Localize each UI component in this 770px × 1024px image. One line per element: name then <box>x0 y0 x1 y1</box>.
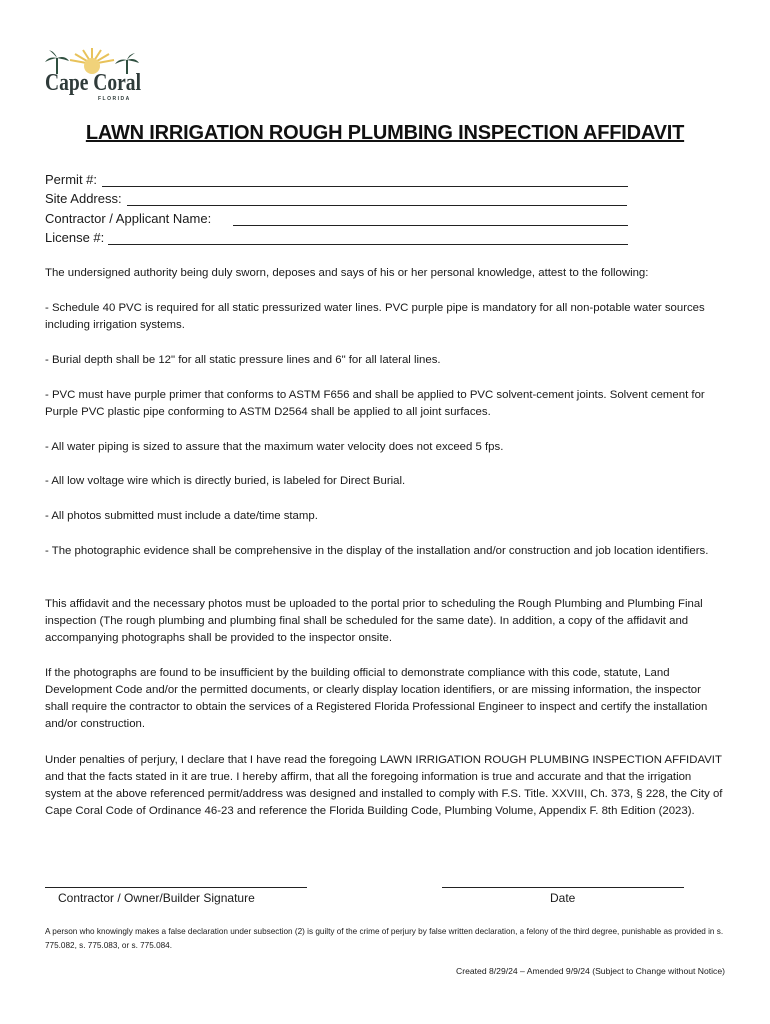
list-item: - All low voltage wire which is directly buried, is labeled for Direct Burial. <box>45 475 406 487</box>
list-item: - Schedule 40 PVC is required for all static pressurized water lines. PVC purple pipe is mandatory for all non-potable water sources including irrigation systems. <box>45 302 705 331</box>
contractor-field[interactable] <box>45 210 628 228</box>
contractor-label: Contractor / Applicant Name: <box>45 211 212 226</box>
list-item: - Burial depth shall be 12" for all static pressure lines and 6" for all lateral lines. <box>45 354 441 366</box>
perjury-footnote: A person who knowingly makes a false declaration under subsection (2) is guilty of the crime of perjury by false written declaration, a felony of the third degree, punishable as provided in s. 775.082, s. 775.083, or s. 775.084. <box>45 927 724 950</box>
page-title: LAWN IRRIGATION ROUGH PLUMBING INSPECTION AFFIDAVIT <box>85 122 685 144</box>
date-label: Date <box>550 891 576 905</box>
signature-line[interactable] <box>45 887 307 888</box>
logo-text: Cape Coral <box>45 70 142 96</box>
intro-text: The undersigned authority being duly sworn, deposes and says of his or her personal knowledge, attest to the following: <box>45 267 649 279</box>
permit-input-line[interactable] <box>102 186 628 187</box>
list-item: - PVC must have purple primer that conforms to ASTM F656 and shall be applied to PVC solvent-cement joints. Solvent cement for Purple PVC plastic pipe conforming to ASTM D2564 shall be applied to all joint surfaces. <box>45 389 705 418</box>
license-input-line[interactable] <box>108 244 628 245</box>
date-line[interactable] <box>442 887 684 888</box>
perjury-paragraph: Under penalties of perjury, I declare that I have read the foregoing LAWN IRRIGATION ROUGH PLUMBING INSPECTION AFFIDAVIT and that the facts stated in it are true. I hereby affirm, that all the foregoing information is true and accurate and that the irrigation system at the above referenced permit/address was designed and installed to comply with F.S. Title. XXVIII, Ch. 373, § 228, the City of Cape Coral Code of Ordinance 46-23 and reference the Florida Building Code, Plumbing Volume, Appendix F. 8th Edition (2023). <box>45 754 723 817</box>
site-address-label: Site Address: <box>45 191 122 206</box>
license-label: License #: <box>45 230 105 245</box>
insufficient-paragraph: If the photographs are found to be insufficient by the building official to demonstrate compliance with this code, statute, Land Development Code and/or the permitted documents, or clearly display location identifiers, or are missing information, the inspector shall require the contractor to obtain the services of a Registered Florida Professional Engineer to inspect and certify the installation and/or construction. <box>45 667 708 730</box>
signature-label: Contractor / Owner/Builder Signature <box>58 891 255 905</box>
site-address-field[interactable] <box>45 190 628 208</box>
logo-subtext: FLORIDA <box>98 96 131 102</box>
list-item: - All water piping is sized to assure that the maximum water velocity does not exceed 5 fps. <box>45 441 504 453</box>
revision-note: Created 8/29/24 – Amended 9/9/24 (Subject to Change without Notice) <box>456 966 725 976</box>
upload-paragraph: This affidavit and the necessary photos must be uploaded to the portal prior to scheduling the Rough Plumbing and Plumbing Final inspection (The rough plumbing and plumbing final shall be scheduled for the same date). In addition, a copy of the affidavit and accompanying photographs shall be provided to the inspector onsite. <box>45 598 703 644</box>
contractor-input-line[interactable] <box>233 225 628 226</box>
license-field[interactable] <box>45 229 628 247</box>
permit-label: Permit #: <box>45 172 98 187</box>
list-item: - All photos submitted must include a date/time stamp. <box>45 510 318 522</box>
list-item: - The photographic evidence shall be comprehensive in the display of the installation and/or construction and job location identifiers. <box>45 545 709 557</box>
cape-coral-logo <box>42 44 146 102</box>
site-address-input-line[interactable] <box>127 205 627 206</box>
permit-field[interactable] <box>45 171 628 189</box>
